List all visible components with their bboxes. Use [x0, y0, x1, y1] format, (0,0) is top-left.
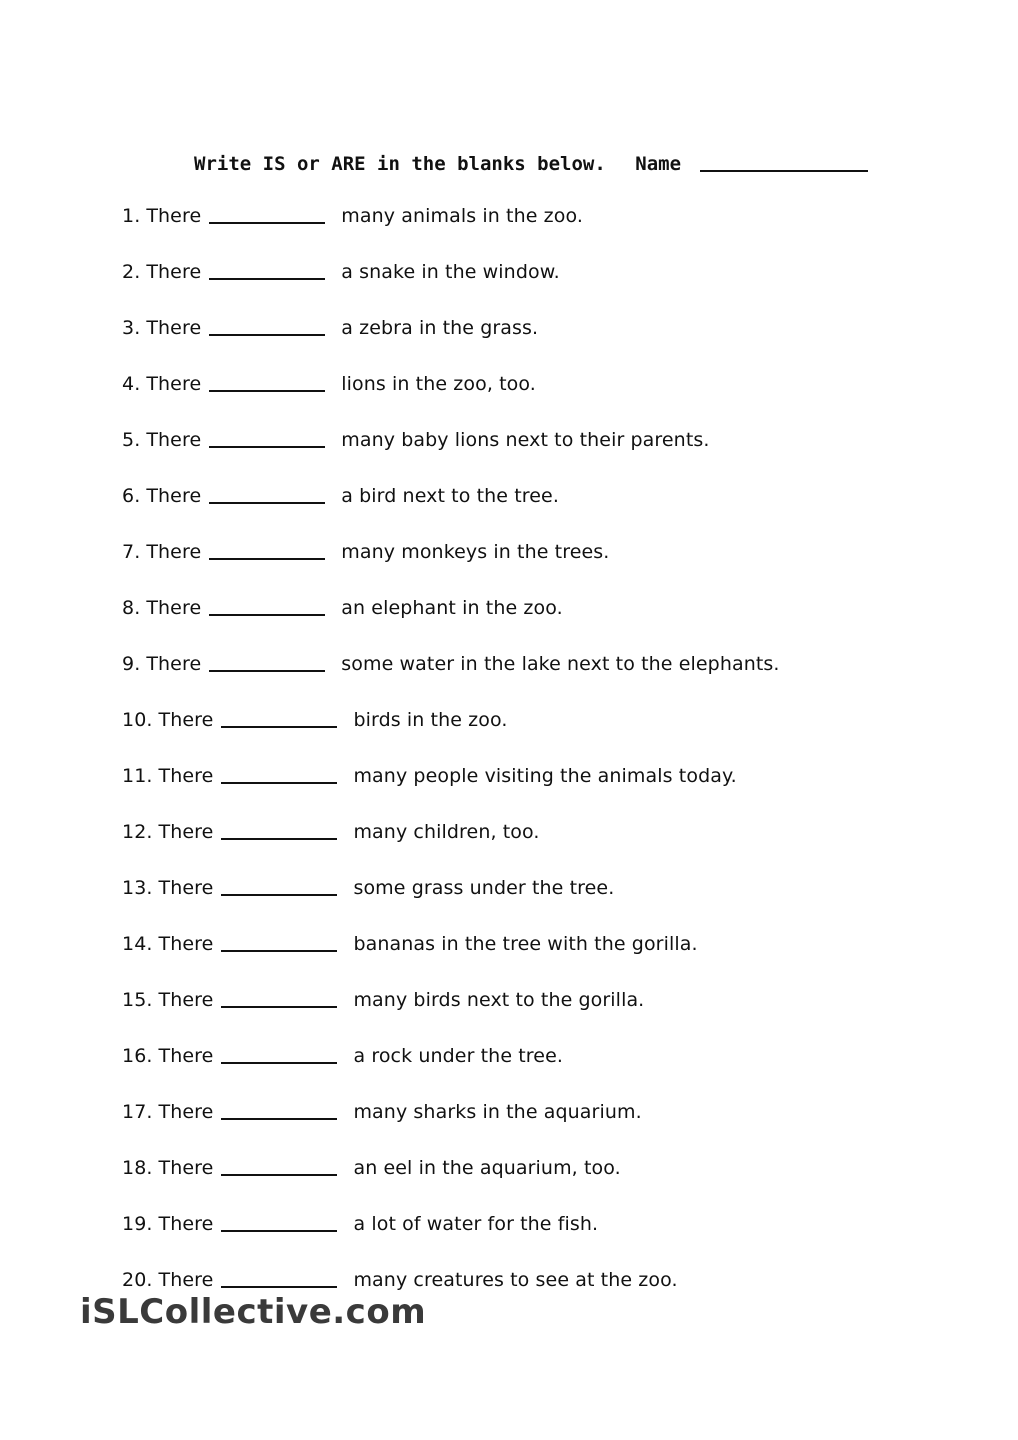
item-text: a bird next to the tree.: [341, 485, 559, 507]
item-number: 4.: [122, 373, 141, 395]
exercise-item: [122, 818, 780, 874]
exercise-item: [122, 258, 780, 314]
item-text: many people visiting the animals today.: [353, 765, 737, 787]
exercise-item: [122, 1042, 780, 1098]
item-number: 14.: [122, 933, 153, 955]
exercise-item: [122, 538, 780, 594]
answer-blank[interactable]: [221, 1266, 337, 1288]
item-word-there: There: [146, 373, 202, 395]
answer-blank[interactable]: [221, 762, 337, 784]
item-number: 2.: [122, 261, 141, 283]
item-word-there: There: [158, 709, 214, 731]
item-text: lions in the zoo, too.: [341, 373, 536, 395]
answer-blank[interactable]: [209, 594, 325, 616]
item-text: many children, too.: [353, 821, 540, 843]
item-text: a lot of water for the fish.: [353, 1213, 599, 1235]
item-text: some water in the lake next to the elephants.: [341, 653, 780, 675]
watermark: iSLCollective.com: [80, 1292, 427, 1332]
exercise-item: [122, 370, 780, 426]
item-number: 10.: [122, 709, 153, 731]
item-text: birds in the zoo.: [353, 709, 508, 731]
answer-blank[interactable]: [221, 986, 337, 1008]
item-text: a rock under the tree.: [353, 1045, 564, 1067]
item-word-there: There: [158, 1157, 214, 1179]
item-text: an elephant in the zoo.: [341, 597, 563, 619]
item-word-there: There: [158, 989, 214, 1011]
answer-blank[interactable]: [209, 426, 325, 448]
item-number: 12.: [122, 821, 153, 843]
exercise-item: [122, 986, 780, 1042]
item-number: 11.: [122, 765, 153, 787]
item-word-there: There: [146, 597, 202, 619]
item-number: 13.: [122, 877, 153, 899]
answer-blank[interactable]: [209, 202, 325, 224]
item-number: 15.: [122, 989, 153, 1011]
exercise-item: [122, 426, 780, 482]
item-number: 18.: [122, 1157, 153, 1179]
exercise-item: [122, 706, 780, 762]
exercise-item: [122, 762, 780, 818]
item-word-there: There: [146, 205, 202, 227]
exercise-item: [122, 650, 780, 706]
answer-blank[interactable]: [209, 258, 325, 280]
item-word-there: There: [146, 541, 202, 563]
item-text: many baby lions next to their parents.: [341, 429, 710, 451]
answer-blank[interactable]: [209, 538, 325, 560]
answer-blank[interactable]: [209, 650, 325, 672]
answer-blank[interactable]: [221, 1154, 337, 1176]
item-number: 17.: [122, 1101, 153, 1123]
item-text: some grass under the tree.: [353, 877, 615, 899]
name-blank[interactable]: [700, 150, 868, 172]
exercise-item: [122, 314, 780, 370]
item-word-there: There: [146, 653, 202, 675]
answer-blank[interactable]: [221, 1098, 337, 1120]
item-number: 19.: [122, 1213, 153, 1235]
item-text: a zebra in the grass.: [341, 317, 539, 339]
item-word-there: There: [158, 1101, 214, 1123]
exercise-item: [122, 874, 780, 930]
answer-blank[interactable]: [221, 818, 337, 840]
exercise-item: [122, 930, 780, 986]
item-text: bananas in the tree with the gorilla.: [353, 933, 698, 955]
item-word-there: There: [146, 317, 202, 339]
item-word-there: There: [146, 485, 202, 507]
item-text: a snake in the window.: [341, 261, 560, 283]
exercise-item: [122, 1098, 780, 1154]
item-text: an eel in the aquarium, too.: [353, 1157, 621, 1179]
item-number: 7.: [122, 541, 141, 563]
exercise-item: [122, 1210, 780, 1266]
item-word-there: There: [146, 429, 202, 451]
item-number: 20.: [122, 1269, 153, 1291]
item-text: many creatures to see at the zoo.: [353, 1269, 678, 1291]
item-word-there: There: [158, 877, 214, 899]
item-word-there: There: [158, 1045, 214, 1067]
item-number: 8.: [122, 597, 141, 619]
item-text: many animals in the zoo.: [341, 205, 583, 227]
item-number: 16.: [122, 1045, 153, 1067]
item-text: many sharks in the aquarium.: [353, 1101, 642, 1123]
exercise-item: [122, 1154, 780, 1210]
answer-blank[interactable]: [209, 370, 325, 392]
answer-blank[interactable]: [221, 1042, 337, 1064]
exercise-item: [122, 202, 780, 258]
answer-blank[interactable]: [209, 314, 325, 336]
instruction-text: Write IS or ARE in the blanks below.: [194, 153, 606, 175]
exercise-item: [122, 482, 780, 538]
item-number: 5.: [122, 429, 141, 451]
item-number: 6.: [122, 485, 141, 507]
item-word-there: There: [158, 1269, 214, 1291]
answer-blank[interactable]: [209, 482, 325, 504]
answer-blank[interactable]: [221, 930, 337, 952]
worksheet-header: [194, 148, 868, 175]
exercise-list: [122, 202, 780, 1322]
item-word-there: There: [158, 765, 214, 787]
item-number: 3.: [122, 317, 141, 339]
item-word-there: There: [158, 933, 214, 955]
name-label: Name: [635, 153, 682, 175]
item-word-there: There: [158, 1213, 214, 1235]
answer-blank[interactable]: [221, 706, 337, 728]
exercise-item: [122, 594, 780, 650]
item-text: many birds next to the gorilla.: [353, 989, 645, 1011]
item-number: 9.: [122, 653, 141, 675]
item-word-there: There: [158, 821, 214, 843]
answer-blank[interactable]: [221, 874, 337, 896]
answer-blank[interactable]: [221, 1210, 337, 1232]
item-text: many monkeys in the trees.: [341, 541, 610, 563]
item-number: 1.: [122, 205, 141, 227]
item-word-there: There: [146, 261, 202, 283]
